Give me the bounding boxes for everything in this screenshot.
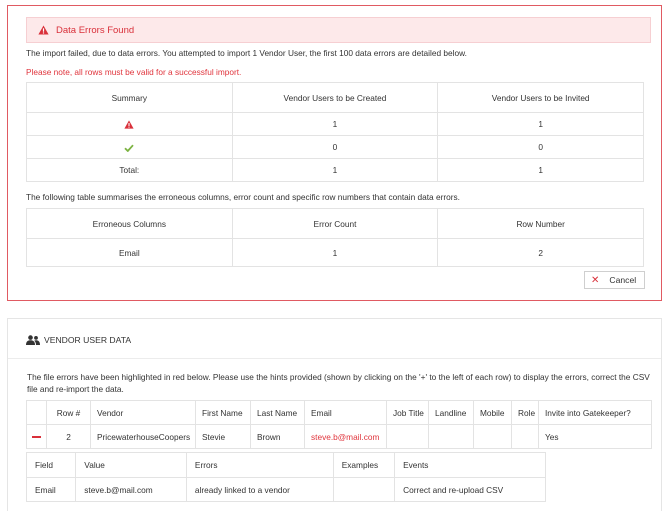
- events-header: Events: [395, 453, 546, 478]
- minus-icon: [32, 436, 41, 438]
- summary-table: [26, 82, 644, 182]
- total-label: Total:: [27, 159, 233, 182]
- created-count: 1: [232, 113, 438, 136]
- mobile: [474, 425, 512, 449]
- columns-header-row: [27, 209, 644, 239]
- vendor-name: PricewaterhouseCoopers: [91, 425, 196, 449]
- error-detail-table: [26, 452, 546, 502]
- columns-message: The following table summarises the erroneous columns, error count and specific row numbers that contain data errors.: [26, 192, 460, 202]
- field-header: Field: [27, 453, 76, 478]
- job-title-header: Job Title: [387, 401, 429, 425]
- detail-value: steve.b@mail.com: [76, 478, 187, 502]
- erroneous-columns-header: Erroneous Columns: [27, 209, 233, 239]
- row-number: 2: [438, 239, 644, 267]
- first-name-header: First Name: [196, 401, 251, 425]
- summary-cell-icon: [27, 136, 233, 159]
- errors-alert-header: [26, 17, 651, 43]
- error-count-header: Error Count: [232, 209, 438, 239]
- errors-title: Data Errors Found: [56, 24, 135, 36]
- summary-header-row: [27, 83, 644, 113]
- role: [512, 425, 539, 449]
- detail-field: Email: [27, 478, 76, 502]
- row-num: 2: [47, 425, 91, 449]
- detail-errors: already linked to a vendor: [186, 478, 333, 502]
- invited-count: 0: [438, 136, 644, 159]
- error-count: 1: [232, 239, 438, 267]
- errors-header: Errors: [186, 453, 333, 478]
- created-col-header: Vendor Users to be Created: [232, 83, 438, 113]
- validity-note: Please note, all rows must be valid for a successful import.: [26, 67, 242, 77]
- created-total: 1: [232, 159, 438, 182]
- vendor-panel-header: [26, 335, 131, 345]
- warning-icon: [124, 120, 134, 129]
- email-header: Email: [305, 401, 387, 425]
- invited-col-header: Vendor Users to be Invited: [438, 83, 644, 113]
- users-header-row: [27, 401, 652, 425]
- cancel-label: Cancel: [609, 275, 637, 285]
- invite-header: Invite into Gatekeeper?: [539, 401, 652, 425]
- job-title: [387, 425, 429, 449]
- summary-row-total: [27, 159, 644, 182]
- summary-col-header: Summary: [27, 83, 233, 113]
- landline-header: Landline: [429, 401, 474, 425]
- row-num-header: Row #: [47, 401, 91, 425]
- table-row: [27, 239, 644, 267]
- last-name: Brown: [251, 425, 305, 449]
- divider: [8, 358, 661, 359]
- users-icon: [26, 335, 40, 345]
- cancel-button[interactable]: [584, 271, 645, 289]
- collapse-row-button[interactable]: [27, 425, 47, 449]
- created-count: 0: [232, 136, 438, 159]
- summary-row-valid: [27, 136, 644, 159]
- summary-row-errors: [27, 113, 644, 136]
- import-failed-message: The import failed, due to data errors. You attempted to import 1 Vendor User, the first 100 data errors are detailed below.: [26, 48, 467, 58]
- value-header: Value: [76, 453, 187, 478]
- vendor-panel-title: VENDOR USER DATA: [44, 335, 132, 345]
- detail-header-row: [27, 453, 546, 478]
- warning-icon: [38, 25, 49, 35]
- invite-value: Yes: [539, 425, 652, 449]
- vendor-header: Vendor: [91, 401, 196, 425]
- invited-total: 1: [438, 159, 644, 182]
- vendor-users-table: [26, 400, 652, 449]
- email-value: steve.b@mail.com: [305, 425, 387, 449]
- check-icon: [124, 144, 134, 152]
- detail-examples: [333, 478, 394, 502]
- table-row: [27, 478, 546, 502]
- examples-header: Examples: [333, 453, 394, 478]
- column-name: Email: [27, 239, 233, 267]
- mobile-header: Mobile: [474, 401, 512, 425]
- role-header: Role: [512, 401, 539, 425]
- landline: [429, 425, 474, 449]
- first-name: Stevie: [196, 425, 251, 449]
- summary-cell-icon: [27, 113, 233, 136]
- detail-events: Correct and re-upload CSV: [395, 478, 546, 502]
- file-errors-hint: The file errors have been highlighted in red below. Please use the hints provided (shown by clicking on the '+' to the left of each row) to display the errors, correct the CSV file and re-import the data.: [27, 372, 650, 394]
- last-name-header: Last Name: [251, 401, 305, 425]
- invited-count: 1: [438, 113, 644, 136]
- erroneous-columns-table: [26, 208, 644, 267]
- row-number-header: Row Number: [438, 209, 644, 239]
- table-row: [27, 425, 652, 449]
- close-icon: ✕: [591, 274, 600, 286]
- expand-col-header: [27, 401, 47, 425]
